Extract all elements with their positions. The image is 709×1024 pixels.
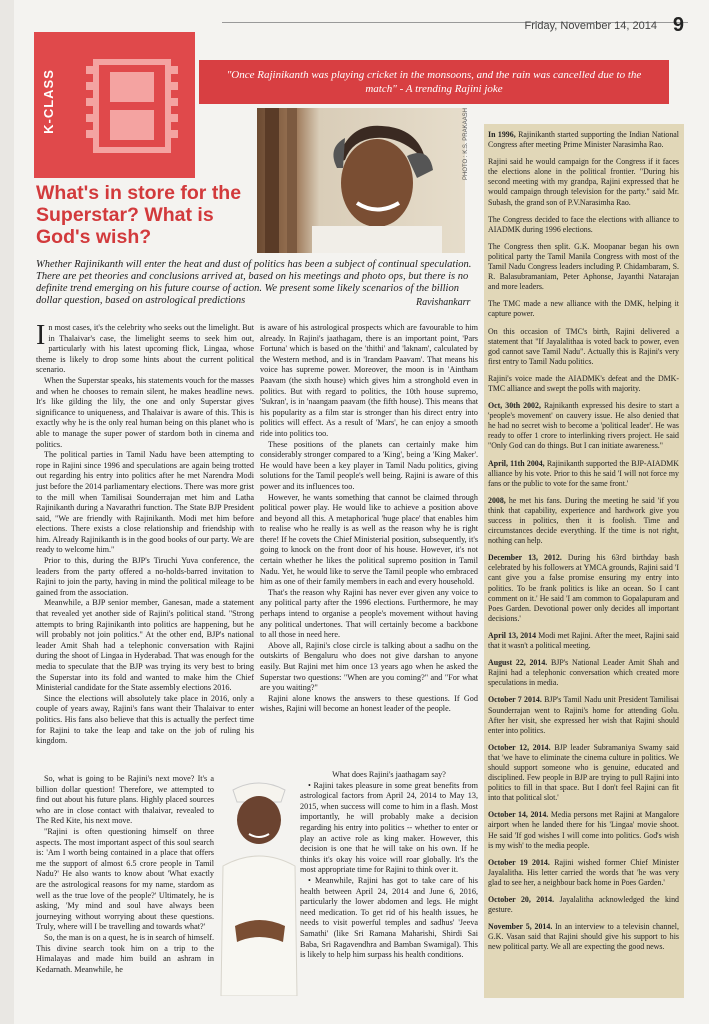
timeline-date: April, 11th 2004, [488,458,545,468]
timeline-text: Rajinikanth supported the BJP-AIADMK alliance by his vote. Prior to this he said 'I will not force my fans or the public to vote for the same front.' [488,458,679,488]
timeline-item [488,215,679,235]
timeline-item [488,459,679,489]
bullet-item: • Rajini takes pleasure in some great benefits from astrological factors from April 24, 2014 to May 13, 2015, when success will come to him in a flash. Most importantly, he will probably make a decision regarding his entry into politics -- whether to enter or play an active role as king maker. However, this decision is one that he will take on his own. If he thinks it's okay his voice will roar globally. It's the most appropriate time for Rajini to think over it. [300,780,478,875]
headline: What's in store for the Superstar? What is God's wish? [36,182,242,248]
timeline-text: BJP's National Leader Amit Shah and Rajini had a telephonic conversation which created more speculations in media. [488,658,679,688]
timeline-item [488,695,679,735]
timeline-item [488,631,679,651]
paragraph: So, what is going to be Rajini's next move? It's a billion dollar question! Therefore, we attempted to find out about his future plans. Highly placed sources who are in close contact with thalaivar, revealed to The Red Kite, his next move. [36,774,214,826]
pull-quote-banner [199,60,669,104]
timeline-date: October 19 2014. [488,857,550,867]
timeline-item [488,130,679,150]
timeline-text: The Congress decided to face the elections with alliance to AIADMK during 1996 elections. [488,214,679,234]
paragraph: These positions of the planets can certainly make him considerably stronger compared to a 'King', being a 'King Maker'. He would have been a key player in Tamil Nadu politics, giving solutions for the Tamil people's well being. Rajini is aware of this power and its influences too. [260,439,478,491]
timeline-text: The Congress then split. G.K. Moopanar began his own political party the Tamil Manila Congress with most of the Tamil Nadu Congress leaders including P. Chidambaram, S. R. Balasubramaniam, Peter Aphonse, Jayanthi Natarajan and more leaders. [488,241,679,292]
timeline-text: Jayalalitha acknowledged the kind gesture. [488,895,679,915]
portrait-photo [257,108,465,253]
timeline-item [488,553,679,624]
timeline-date: October 14, 2014. [488,810,549,820]
timeline-date: October 20, 2014. [488,895,555,904]
bullet-item: • Meanwhile, Rajini has got to take care of his health between April 24, 2014 and June 6, 2016, particularly the lower abdomen and legs. He might need medication. To get rid of his health issues, he needs to visit powerful temples and sadhus' 'Jeeva Samathi' (like Sri Ramana Maharishi, Shirdi Sai Baba, Sri Ragavendhra and Bamban Swamigal). This is likely to help him surpass his health conditions. [300,875,478,960]
timeline-text: he met his fans. During the meeting he said 'if you think that capability, experience and hardwork give you success in politics, then it is foolish. Time and circumstances decide everything. If the time is not right, nothing can help. [488,495,679,546]
article-column-2 [260,323,478,715]
timeline-date: In 1996, [488,130,516,139]
timeline-date: November 5, 2014. [488,922,553,932]
timeline-text: Rajini's voice made the AIADMK's defeat and the DMK-TMC alliance and swept the polls with majority. [488,373,679,393]
paragraph: However, he wants something that cannot be claimed through political power play. He would like to achieve a position above and beyond all this. A metaphorical 'huge place' that enables him to realise who he really is as well as the reason why he is right there! If he covets the Chief Ministerial position, subsequently, it's going to knock on the front door of his house. However, it's not certain whether he likes the political supremo position in Tamil Nadu. Yet, he would like to serve the Tamil people who embraced him as one of their family members in each and every household. [260,492,478,587]
timeline-item [488,327,679,367]
timeline-text: Rajini wished former Chief Minister Jayalalitha. His letter carried the words that 'he was very glad to see her, a neighbour back home in Poes Garden.' [488,857,679,887]
drop-cap: I [36,320,46,351]
timeline-date: 2008, [488,495,506,505]
timeline-item [488,374,679,394]
page-number: 9 [672,14,684,36]
timeline-text: Rajini said he would campaign for the Congress if it faces the elections alone in the political frontier. "During his second meeting with my grandpa, Rajini expressed that he would campaign through television for the party." said Mr. Subash, the grand son of P.V.Narasimha Rao. [488,157,679,207]
timeline-item [488,895,679,915]
photo-credit: PHOTO : K.S. PRAKAASH [463,108,469,180]
paragraph: So, the man is on a quest, he is in search of himself. This divine search took him on a trip to the Himalayas and made him build an ashram in Kedarnath. Meanwhile, he [36,932,214,974]
timeline-date: October 7 2014. [488,695,542,705]
timeline-item [488,858,679,888]
timeline-text: BJP leader Subramaniya Swamy said that 'we have to eliminate the cinema culture in politics. We should support someone who is genuine, educated and disciplined. Few people in BJP are trying to pull Rajini into politics to fill in that space. But I don't feel Rajini can fit into that political slot.' [488,742,679,803]
timeline-text: BJP's Tamil Nadu unit President Tamilisai Sounderrajan went to Rajini's home for attending Golu. After her visit, she expressed her wish that Rajini should enter into politics. [488,695,679,735]
portrait-illustration [257,108,465,253]
article-column-1-continued [36,774,214,975]
paragraph: When the Superstar speaks, his statements vouch for the masses and when he chooses to remain silent, he makes headline news. It's like gilding the lily, the one and only Superstar gives significance to uniqueness, and Thalaivar is aware of this. This is exactly why he is the only real human being on this planet who is able to manage the super power of stardom both in cinema and politics. [36,375,254,449]
paragraph: is aware of his astrological prospects which are favourable to him already. In Rajini's jaathagam, there is an important point, 'Pars Fortuna' which is based on the 'thithi' and 'laknam', calculated by the Western method, and is in 'Irandam Paavam'. That means his voice has supreme power. Moreover, the moon is in 'Aintham Paavam (the sixth house) which gives him a stronghold even in politics. But with regard to politics, the 10th house supremo, 'Sukran', is in 'naangam paavam (the fifth house). This means that his popularity as a film star is stronger than his direct entry into politics will effect. As a result of 'Mars', he can enjoy a smooth ride into politics too. [260,323,478,438]
standing-portrait-photo [219,776,299,996]
paragraph: The political parties in Tamil Nadu have been attempting to rope in Rajini since 1996 and speculations are again being trotted out regarding his entry into politics after he met Narendra Modi just before the 2014 parliamentary elections. There was more grist to the mill when Tamilisai Sounderrajan met him and Latha Rajinikanth during a Navarathri function. The State BJP President said, "We are friendly with Rajinikanth. Modi met him before elections. There exists a close relationship and friendship with him. Already Rajinikanth is in the good books of our party. We are ready to welcome him." [36,450,254,555]
timeline-sidebar [484,124,684,998]
jaathagam-box [300,770,478,961]
timeline-date: December 13, 2012. [488,553,562,563]
paragraph: "Rajini is often questioning himself on three aspects. The most important aspect of this soul search is: 'Am I worth being contained in a place that offers me the support of almost 6.5 crore people in Tamil Nadu?' He also wants to know about 'What exactly are the astrological reasons for my name, stardom as well as the true love of the people?' Ultimately, he is asking, 'My mind and soul have always been journeying without worrying about these questions. Truly, where will I be travelling and towards what?' [36,826,214,932]
timeline-item [488,743,679,804]
box-heading: What does Rajini's jaathagam say? [332,770,446,779]
paragraph: n most cases, it's the celebrity who seeks out the limelight. But in Thalaivar's case, the limelight seems to seek him out, particularly with his latest upcoming flick, Lingaa, whose theme is likely to drop some hints about the current political scenario. [36,323,254,375]
timeline-item [488,658,679,688]
section-badge [34,32,195,178]
timeline-date: October 12, 2014. [488,742,551,752]
timeline-item [488,496,679,546]
section-label: K-CLASS [40,69,56,134]
pull-quote: "Once Rajinikanth was playing cricket in the monsoons, and the rain was cancelled due to the match" - A trending Rajini joke [226,69,642,95]
paragraph: Above all, Rajini's close circle is talking about a sadhu on the outskirts of Bengaluru who does not give darshan to anyone easily. But Rajini met him once 13 years ago when he asked the Superstar two questions: "When are you coming?" and "For what are you waiting?" [260,640,478,693]
timeline-item [488,401,679,451]
timeline-text: Rajinikanth started supporting the Indian National Congress after meeting Prime Minister Narasimha Rao. [488,130,679,150]
paragraph: Rajini alone knows the answers to these questions. If God wishes, Rajini will become an honest leader of the people. [260,693,478,714]
article-column-1 [36,320,254,747]
timeline-date: August 22, 2014. [488,658,548,668]
timeline-date: April 13, 2014 [488,630,537,640]
film-strip-icon [86,58,178,154]
timeline-item [488,157,679,207]
paragraph: Since the elections will absolutely take place in 2016, only a couple of years away, Rajini's fans want their Thalaivar to enter politics. His fans also believe that this is actually the perfect time for Rajini to take the leap and take on the job of ruling his kingdom. [36,693,254,746]
timeline-text: Media persons met Rajini at Mangalore airport when he landed there for his 'Lingaa' movie shoot. He said 'If god wishes I will come into politics. God's wish is my wish' to the media people. [488,810,680,850]
byline: Ravishankarr [416,297,471,308]
timeline-text: In an interview to a televisin channel, G.K. Vasan said that Rajini should give his support to his new political party. We all are expecting the good news. [488,922,679,952]
timeline-date: Oct, 30th 2002, [488,401,541,411]
timeline-text: Rajnikanth expressed his desire to start a 'people's movement' on cauvery issue. He also denied that he had no secret wish to become a 'political leader'. He was ready to offer 1 crore to interlinking rivers project. He said "Only God can do things. But I can initiate awareness." [488,401,679,451]
paragraph: That's the reason why Rajini has never ever given any voice to any political party after the 1996 elections. Furthermore, he may perhaps intend to organise a people's movement without having any political undertones. That will certainly become a backbone to all those in need here. [260,587,478,640]
timeline-text: On this occasion of TMC's birth, Rajini delivered a statement that "If Jayalalithaa is voted back to power, even god cannot save Tamil Nadu". Actually this is Rajini's very first entry to Tamil Nadu politics. [488,326,679,366]
timeline-text: Modi met Rajini. After the meet, Rajini said that it wasn't a political meeting. [488,630,679,651]
issue-date: Friday, November 14, 2014 [524,20,657,32]
intro-deck: Whether Rajinikanth will enter the heat and dust of politics has been a subject of continual speculation. There are pet theories and conclusions arrived at, based on his meetings and photo ops, but there is no definite trend emerging on his future course of action. We present some likely scenarios of the billion dollar question, based on astrological predictions [36,259,472,306]
timeline-item [488,810,679,850]
timeline-item [488,299,679,319]
timeline-item [488,922,679,952]
timeline-list [488,130,679,959]
paragraph: Meanwhile, a BJP senior member, Ganesan, made a statement that revealed yet another side of Rajini's political stand. "Strong attempts to bring Rajinikanth into politics are happening, but he will probably not join politics." At the other end, BJP's national leader Amit Shah had a telephonic conversation with Rajini during the shoot of Lingaa in Hyderabad. That was enough for the media to speculate that the BJP was trying its very best to bring the Superstar into its fold and wanted to make him the Chief Ministerial candidate for the State assembly elections 2016. [36,598,254,693]
timeline-item [488,242,679,292]
timeline-text: The TMC made a new alliance with the DMK, helping it capture power. [488,299,679,319]
paragraph: Prior to this, during the BJP's Tiruchi Yuva conference, the leaders from the party offered a no-holds-barred invitation to Rajini to join the party, having in mind the political mileage to be gained from the association. [36,556,254,597]
timeline-text: During his 63rd birthday bash celebrated by his followers at YMCA grounds, Rajini said 'I cant give you a false promise ensuring my entry into politics. To be frank politics is like an ocean. So I cant comment on it.' He said 'I am common to Gopalapuram and Poes Garden. Devotional power only decides all important decisions.' [488,553,679,623]
